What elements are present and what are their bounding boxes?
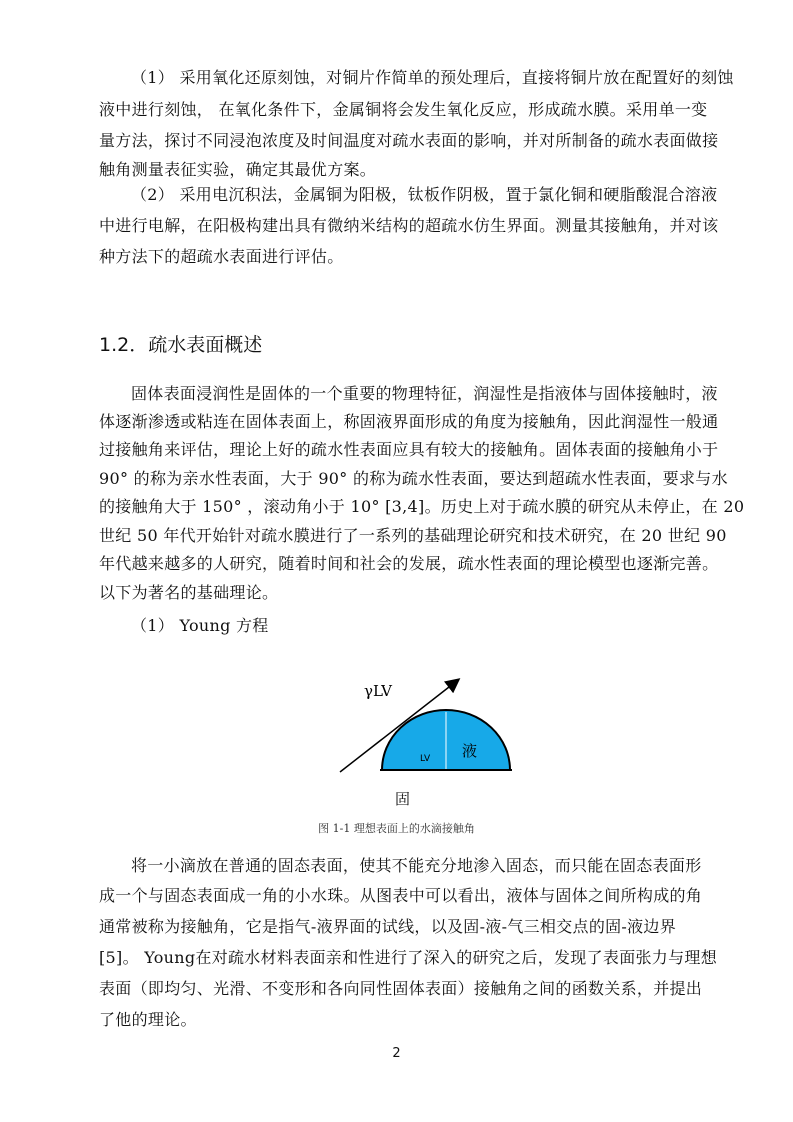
text-line: 通常被称为接触角，它是指气-液界面的试线，以及固-液-气三相交点的固-液边界 <box>99 917 677 936</box>
page-number: 2 <box>392 1046 401 1061</box>
text-line: 的接触角大于 150° ，滚动角小于 10° [3,4]。历史上对于疏水膜的研究从未停止，在 20 <box>99 497 745 516</box>
solid-label: 固 <box>395 790 411 808</box>
droplet-diagram <box>330 670 520 810</box>
text-line: 体逐渐渗透或粘连在固体表面上，称固液界面形成的角度为接触角，因此润湿性一般通 <box>99 412 719 431</box>
contact-angle-figure <box>330 670 520 810</box>
text-line: 将一小滴放在普通的固态表面，使其不能充分地渗入固态，而只能在固态表面形 <box>131 856 702 875</box>
text-line: （1） 采用氧化还原刻蚀，对铜片作简单的预处理后，直接将铜片放在配置好的刻蚀 <box>131 68 734 87</box>
section-heading: 1.2．疏水表面概述 <box>99 334 263 356</box>
text-line: 种方法下的超疏水表面进行评估。 <box>99 247 344 266</box>
text-line: 触角测量表征实验，确定其最优方案。 <box>99 160 377 179</box>
liquid-label: 液 <box>462 742 478 760</box>
text-line: 中进行电解，在阳极构建出具有微纳米结构的超疏水仿生界面。测量其接触角，并对该 <box>99 216 719 235</box>
text-line: 以下为著名的基础理论。 <box>99 583 279 602</box>
text-line: 量方法，探讨不同浸泡浓度及时间温度对疏水表面的影响，并对所制备的疏水表面做接 <box>99 131 719 150</box>
gamma-lv-label: γLV <box>364 682 392 700</box>
text-line: 液中进行刻蚀， 在氧化条件下，金属铜将会发生氧化反应，形成疏水膜。采用单一变 <box>99 100 708 119</box>
text-line: [5]。 Young在对疏水材料表面亲和性进行了深入的研究之后，发现了表面张力与理想 <box>99 948 718 967</box>
text-line: 表面（即均匀、光滑、不变形和各向同性固体表面）接触角之间的函数关系，并提出 <box>99 979 703 998</box>
text-line: 年代越来越多的人研究，随着时间和社会的发展，疏水性表面的理论模型也逐渐完善。 <box>99 554 719 573</box>
text-line: 过接触角来评估，理论上好的疏水性表面应具有较大的接触角。固体表面的接触角小于 <box>99 440 719 459</box>
text-line: （2） 采用电沉积法，金属铜为阳极，钛板作阴极，置于氯化铜和硬脂酸混合溶液 <box>131 185 718 204</box>
figure-caption: 图 1-1 理想表面上的水滴接触角 <box>318 822 475 835</box>
text-line: 90° 的称为亲水性表面，大于 90° 的称为疏水性表面，要达到超疏水性表面，要求与水 <box>99 469 728 488</box>
text-line: 世纪 50 年代开始针对疏水膜进行了一系列的基础理论研究和技术研究，在 20 世纪 90 <box>99 526 727 545</box>
text-line: （1） Young 方程 <box>131 616 269 635</box>
lv-label: LV <box>420 754 431 764</box>
text-line: 固体表面浸润性是固体的一个重要的物理特征，润湿性是指液体与固体接触时，液 <box>131 384 718 403</box>
text-line: 了他的理论。 <box>99 1010 197 1029</box>
text-line: 成一个与固态表面成一角的小水珠。从图表中可以看出，液体与固体之间所构成的角 <box>99 886 703 905</box>
